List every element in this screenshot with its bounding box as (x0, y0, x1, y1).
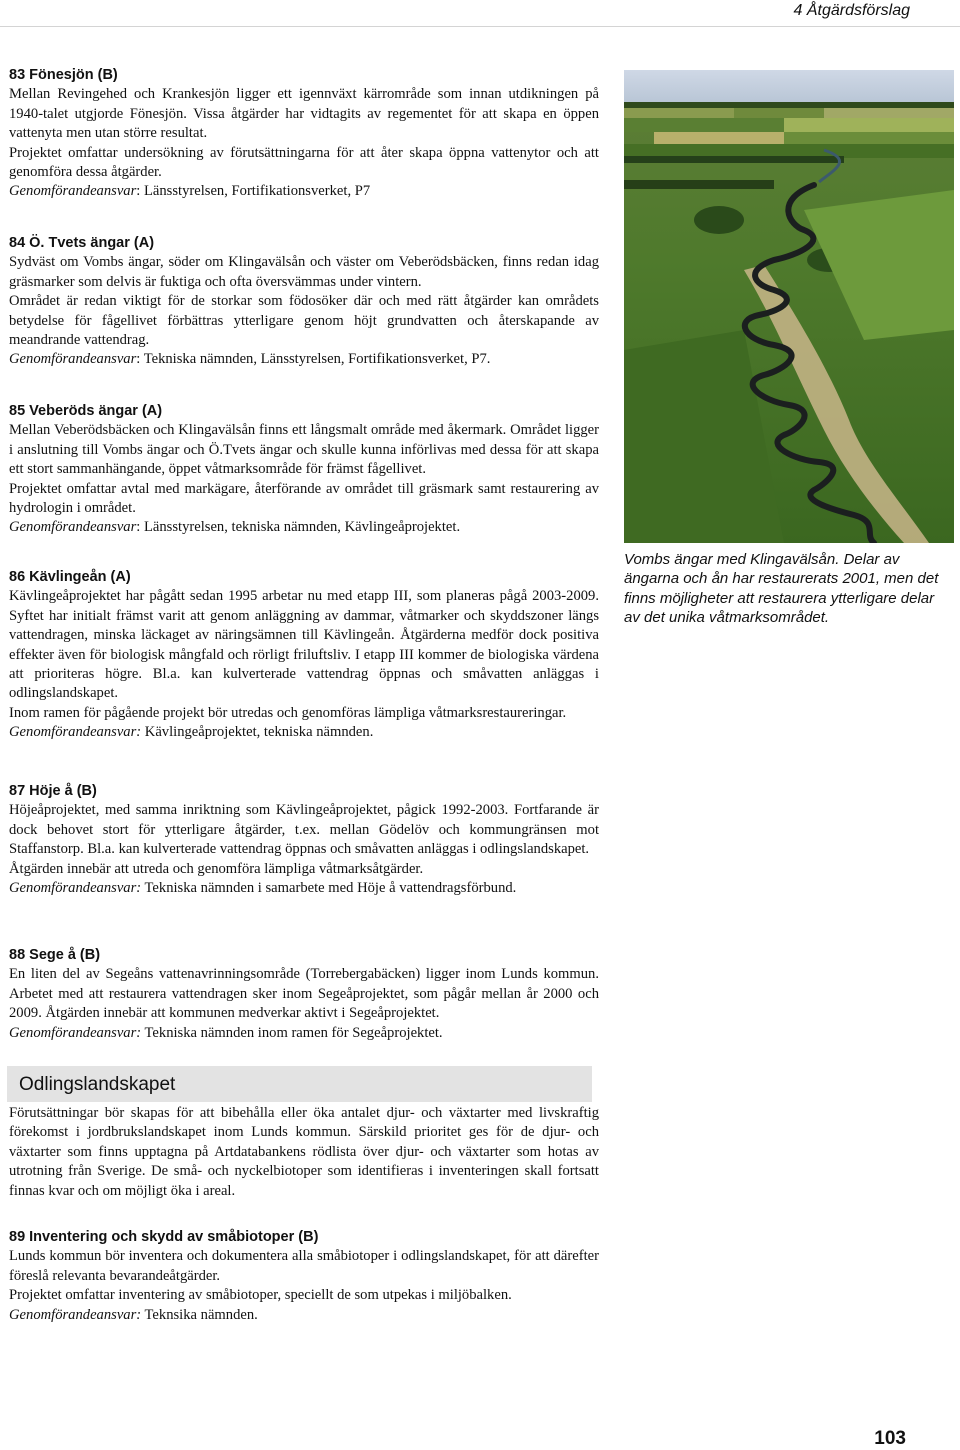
section-89 (9, 1228, 599, 1325)
chapter-title: 4 Åtgärdsförslag (793, 2, 910, 19)
band-intro: Förutsättningar bör skapas för att bibehålla eller öka antalet djur- och växtarter med livskraftig förekomst i jordbrukslandskapet inom Lunds kommun. Särskild prioritet ges för de djur- och växtarter som finns upptagna på Artdatabankens rödlista över djur- och växtarter som hotas av utrotning från Sverige. De små- och nyckelbiotoper som identifieras i inventeringen skall fortsatt finnas kvar och om möjligt öka i areal. (9, 1105, 599, 1199)
responsibility-label: Genomförandeansvar: (9, 1024, 142, 1041)
photo-caption: Vombs ängar med Klingavälsån. Delar av ängarna och ån har restaurerats 2001, men det finns möjligheter att restaurera ytterligare delar av det unika våtmarksområdet. (624, 551, 939, 627)
section-88 (9, 946, 599, 1043)
section-paragraph: Sydväst om Vombs ängar, söder om Klingavälsån och väster om Veberödsbäcken, finns redan idag gräsmarker som delvis är fuktiga och ofta översvämmas under vintern. (9, 254, 599, 290)
band-title: Odlingslandskapet (19, 1074, 176, 1095)
section-paragraph: Lunds kommun bör inventera och dokumentera alla småbiotoper i odlingslandskapet, för att därefter föreslå relevanta bevarandeåtgärder. (9, 1248, 599, 1284)
responsibility-line (9, 1024, 599, 1043)
section-paragraph: Höjeåprojektet, med samma inriktning som Kävlingeåprojektet, pågick 1992-2003. Fortfarande är dock behovet stort för ytterligare åtgärder, t.ex. mellan Gödelöv och kommungränsen mot Staffanstorp. Bl.a. kan kulverterade vattendrag öppnas och småvatten anläggas i odlingslandskapet. (9, 802, 599, 858)
section-paragraph: Åtgärden innebär att utreda och genomföra lämpliga våtmarksåtgärder. (9, 860, 424, 877)
section-paragraph: Området är redan viktigt för de storkar som födosöker där och med rätt åtgärder kan områdets betydelse för fågellivet förbättras ytterligare genom höjt grundvatten och återskapande av meandrande vattendrag. (9, 293, 599, 349)
section-heading: 84 Ö. Tvets ängar (A) (9, 235, 155, 251)
responsibility-text: : Länsstyrelsen, tekniska nämnden, Kävlingeåprojektet. (136, 519, 461, 536)
section-band (7, 1066, 592, 1102)
responsibility-text: Teknsika nämnden. (141, 1306, 258, 1323)
section-87 (9, 782, 599, 898)
section-paragraph: Projektet omfattar avtal med markägare, återförande av området till gräsmark samt restaurering av hydrologin i området. (9, 480, 599, 517)
responsibility-label: Genomförandeansvar: (9, 1306, 142, 1323)
section-paragraph: Mellan Revingehed och Krankesjön ligger ett igennväxt kärrområde som innan utdikningen på 1940-talet utgjorde Fönesjön. Vissa åtgärder har vidtagits av regementet för att skapa en öppen vattenyta men utan större resultat. (9, 86, 599, 142)
section-paragraph: En liten del av Segeåns vattenavrinningsområde (Torrebergabäcken) ligger inom Lunds kommun. Arbetet med att restaurera vattendragen sker inom Segeåprojektet, som pågår mellan år 2000 och 2009. Åtgärden innebär att kommunen medverkar aktivt i Segeåprojektet. (9, 966, 599, 1022)
responsibility-text: : Länsstyrelsen, Fortifikationsverket, P7 (136, 183, 371, 200)
section-84 (9, 234, 599, 370)
aerial-photo (624, 70, 954, 543)
section-paragraph: Projektet omfattar inventering av småbiotoper, speciellt de som utpekas i miljöbalken. (9, 1287, 512, 1304)
responsibility-text: Kävlingeåprojektet, tekniska nämnden. (141, 724, 374, 741)
responsibility-label: Genomförandeansvar (9, 183, 137, 200)
section-paragraph: Projektet omfattar undersökning av förutsättningarna för att åter skapa öppna vattenytor och att genomföra dessa åtgärder. (9, 144, 599, 181)
responsibility-line (9, 182, 599, 201)
section-heading: 86 Kävlingeån (A) (9, 569, 131, 585)
responsibility-line (9, 350, 599, 369)
section-paragraph: Inom ramen för pågående projekt bör utredas och genomföras lämpliga våtmarksrestaureringar. (9, 704, 567, 721)
section-paragraph: Kävlingeåprojektet har pågått sedan 1995 arbetar nu med etapp III, som planeras pågå 2003-2009. Syftet har initialt främst varit att genom anläggning av dammar, våtmarker och skyddszoner längs vattendragen, minska läckaget av näringsämnen till Kävlingeån. Åtgärderna medför dock positiva effekter även för biologisk mångfald och rörligt friluftsliv. I etapp III kommer de biologiska värdena att prioriteras högre. Bl.a. kan kulverterade vattendrag öppnas och småvatten anläggas i odlingslandskapet. (9, 588, 599, 702)
section-heading: 88 Sege å (B) (9, 947, 101, 963)
responsibility-line (9, 879, 599, 898)
section-heading: 87 Höje å (B) (9, 783, 97, 799)
page-number: 103 (874, 1428, 906, 1449)
responsibility-label: Genomförandeansvar: (9, 880, 142, 897)
section-paragraph: Mellan Veberödsbäcken och Klingavälsån finns ett långsmalt område med åkermark. Området ligger i anslutning till Vombs ängar och Ö.Tvets ängar och skulle kunna införlivas med dessa för att skapa ett stort sammanhängande, öppet våtmarksområde för främst fågellivet. (9, 422, 599, 478)
section-heading: 89 Inventering och skydd av småbiotoper (B) (9, 1229, 319, 1245)
responsibility-text: : Tekniska nämnden, Länsstyrelsen, Fortifikationsverket, P7. (136, 351, 491, 368)
responsibility-label: Genomförandeansvar (9, 519, 137, 536)
section-85 (9, 402, 599, 538)
responsibility-label: Genomförandeansvar (9, 351, 137, 368)
responsibility-line (9, 723, 599, 742)
section-heading: 85 Veberöds ängar (A) (9, 403, 163, 419)
responsibility-line (9, 1306, 599, 1325)
responsibility-label: Genomförandeansvar: (9, 724, 142, 741)
header-rule (0, 26, 960, 27)
responsibility-text: Tekniska nämnden i samarbete med Höje å vattendragsförbund. (141, 880, 517, 897)
section-heading: 83 Fönesjön (B) (9, 67, 118, 83)
section-86 (9, 568, 599, 743)
responsibility-line (9, 518, 599, 537)
section-83 (9, 66, 599, 202)
band-intro-block (9, 1104, 599, 1201)
responsibility-text: Tekniska nämnden inom ramen för Segeåprojektet. (141, 1024, 443, 1041)
